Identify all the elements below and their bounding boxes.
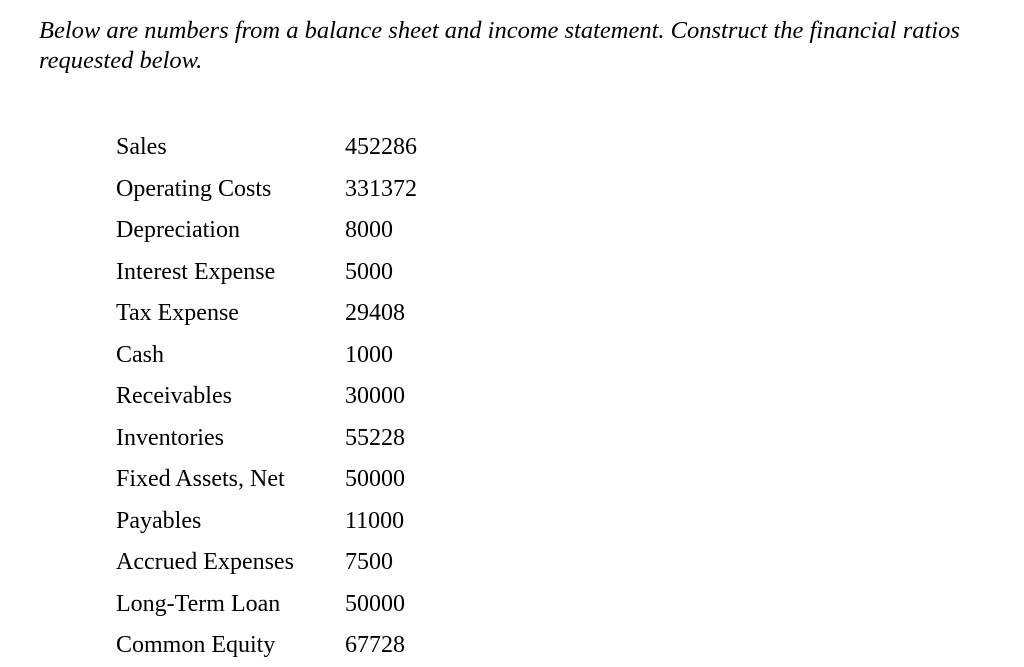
item-value: 5000 — [345, 258, 393, 285]
financial-data-table — [116, 127, 465, 667]
table-row — [116, 459, 465, 501]
item-label: Accrued Expenses — [116, 549, 294, 575]
table-row — [116, 376, 465, 418]
item-label: Cash — [116, 341, 164, 368]
table-row — [116, 127, 465, 169]
item-value: 67728 — [345, 632, 405, 658]
table-row — [116, 210, 465, 252]
table-row — [116, 335, 465, 377]
item-label: Long-Term Loan — [116, 590, 281, 617]
table-row — [116, 625, 465, 667]
table-row — [116, 293, 465, 335]
item-value: 50000 — [345, 466, 405, 492]
item-label: Common Equity — [116, 632, 276, 658]
item-value: 331372 — [345, 175, 417, 202]
item-label: Operating Costs — [116, 175, 272, 202]
item-value: 50000 — [345, 590, 405, 617]
item-label: Interest Expense — [116, 258, 276, 285]
item-value: 1000 — [345, 341, 393, 368]
item-label: Inventories — [116, 424, 224, 451]
item-value: 11000 — [345, 507, 405, 534]
item-value: 29408 — [345, 300, 405, 326]
table-row — [116, 252, 465, 294]
table-row — [116, 542, 465, 584]
item-value: 7500 — [345, 549, 393, 575]
table-row — [116, 584, 465, 626]
item-label: Depreciation — [116, 217, 240, 243]
item-value: 8000 — [345, 217, 393, 243]
item-value: 55228 — [345, 424, 405, 451]
table-row — [116, 169, 465, 211]
intro-line-2: requested below. — [39, 47, 203, 74]
intro-paragraph — [39, 16, 1014, 76]
item-label: Fixed Assets, Net — [116, 466, 285, 492]
item-label: Receivables — [116, 383, 232, 409]
table-row — [116, 501, 465, 543]
item-value: 452286 — [345, 134, 417, 160]
table-row — [116, 418, 465, 460]
item-label: Sales — [116, 134, 167, 160]
item-label: Tax Expense — [116, 300, 239, 326]
intro-line-1: Below are numbers from a balance sheet and income statement. Construct the financial ratios — [39, 17, 960, 44]
item-label: Payables — [116, 507, 202, 534]
item-value: 30000 — [345, 383, 405, 409]
